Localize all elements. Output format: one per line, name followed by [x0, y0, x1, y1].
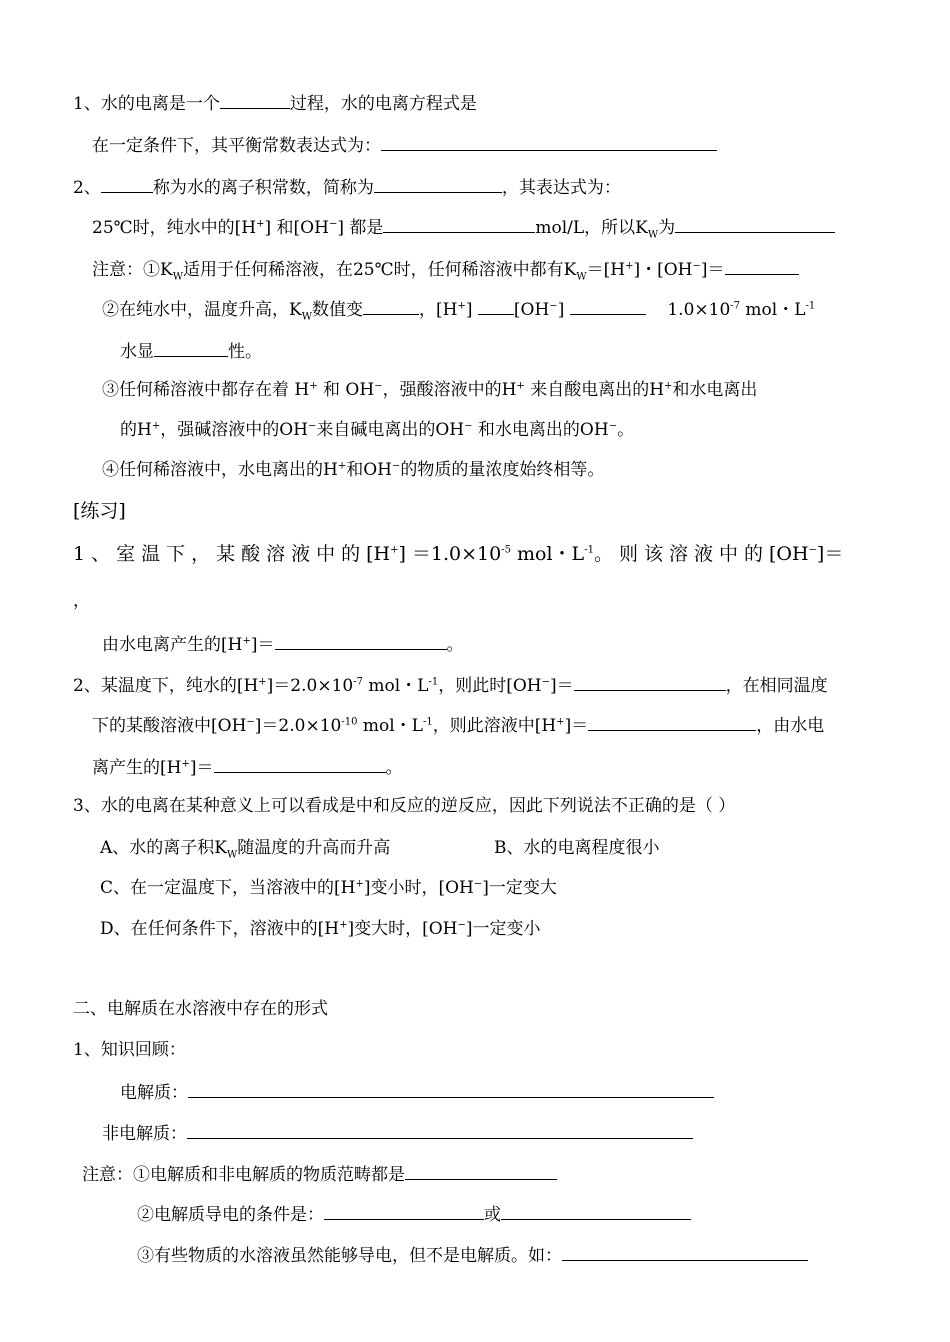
blank-field[interactable]	[383, 215, 535, 233]
subscript: W	[172, 271, 183, 283]
text: 电解质：	[120, 1083, 188, 1103]
question-1-line-2	[92, 133, 717, 157]
text: mol・L	[362, 676, 429, 696]
note-4	[102, 459, 604, 481]
blank-field[interactable]	[275, 632, 447, 650]
blank-field[interactable]	[675, 215, 835, 233]
exercise-3: 3、水的电离在某种意义上可以看成是中和反应的逆反应，因此下列说法不正确的是（ ）	[73, 796, 736, 816]
text: ]一定变小	[465, 919, 541, 939]
text: 或	[484, 1205, 501, 1225]
superscript: +	[355, 878, 364, 890]
text: 。	[446, 635, 464, 655]
superscript: −	[541, 676, 551, 688]
blank-field[interactable]	[574, 673, 726, 691]
exercise-1-comma: ，	[73, 591, 90, 611]
q1-text-b: 过程，水的电离方程式是	[289, 94, 477, 114]
superscript: -1	[805, 300, 816, 312]
superscript: −	[391, 460, 401, 472]
blank-field[interactable]	[570, 297, 646, 315]
text: 为	[658, 218, 676, 238]
text: 数值变	[311, 300, 363, 320]
superscript: -5	[501, 544, 511, 556]
text: ]	[465, 300, 473, 320]
blank-field[interactable]	[154, 339, 228, 357]
text: ]变小时，[OH	[363, 878, 474, 898]
superscript: +	[242, 635, 251, 647]
text: 和OH	[346, 460, 392, 480]
text: ，由水电	[756, 716, 825, 736]
exercise-2	[73, 673, 828, 697]
note-2	[102, 297, 815, 321]
blank-field[interactable]	[725, 257, 799, 275]
nonelectrolyte-line	[102, 1121, 693, 1145]
section-2-note-1	[82, 1162, 557, 1186]
blank-field[interactable]	[588, 713, 756, 731]
superscript: +	[625, 260, 634, 272]
superscript: −	[457, 919, 466, 931]
superscript: -1	[422, 716, 433, 728]
q2-text-a: 称为水的离子积常数，简称为	[152, 178, 374, 198]
superscript: −	[246, 716, 255, 728]
blank-field[interactable]	[101, 175, 153, 193]
blank-field[interactable]	[188, 1080, 714, 1098]
text: 。则该溶液中的	[593, 543, 769, 565]
superscript: −	[608, 420, 618, 432]
text: 注意：①K	[92, 260, 173, 280]
text: ]一定变大	[482, 878, 557, 898]
superscript: +	[151, 420, 161, 432]
superscript: -7	[353, 676, 363, 688]
blank-field[interactable]	[478, 297, 514, 315]
superscript: -1	[584, 544, 594, 556]
text: [H	[366, 543, 391, 565]
text: ]＝2.0×10	[254, 716, 342, 736]
text: 随温度的升高而升高	[237, 838, 391, 858]
superscript: +	[337, 460, 347, 472]
superscript: −	[374, 380, 383, 392]
superscript: +	[457, 300, 466, 312]
superscript: +	[664, 380, 673, 392]
blank-field[interactable]	[220, 91, 290, 109]
text: 25℃时，纯水中的[H	[92, 218, 257, 238]
text: 2、某温度下，纯水的[H	[73, 676, 259, 696]
text: ]变大时，[OH	[347, 919, 458, 939]
question-2	[73, 175, 621, 199]
text: ＝[H	[586, 260, 626, 280]
blank-field[interactable]	[324, 1202, 484, 1220]
text: ]＝	[250, 635, 275, 655]
text: ④任何稀溶液中，水电离出的H	[102, 460, 338, 480]
superscript: +	[258, 676, 267, 688]
superscript: −	[692, 260, 701, 272]
text: ，强酸溶液中的H	[382, 380, 517, 400]
exercise-2-line-3	[92, 755, 403, 779]
superscript: -10	[341, 716, 358, 728]
superscript: +	[556, 716, 565, 728]
text: ，强碱溶液中的OH	[160, 420, 308, 440]
text: ③有些物质的水溶液虽然能够导电，但不是电解质。如：	[137, 1246, 562, 1266]
exercise-heading: [练习]	[73, 500, 126, 522]
text: ]＝	[700, 260, 725, 280]
text: ]＝	[816, 543, 844, 565]
text: ]＝	[189, 758, 214, 778]
superscript: −	[307, 420, 317, 432]
exercise-1	[73, 543, 843, 565]
text: mol・L	[510, 543, 585, 565]
text: mol・L	[740, 300, 806, 320]
superscript: +	[309, 380, 318, 392]
blank-field[interactable]	[363, 297, 419, 315]
text: ②在纯水中，温度升高，K	[102, 300, 302, 320]
text: ，[H	[418, 300, 458, 320]
text: 由水电离产生的[H	[102, 635, 243, 655]
note-3-line-2	[120, 419, 634, 441]
text: 的H	[120, 420, 152, 440]
text: ]＝	[564, 716, 589, 736]
superscript: +	[516, 380, 525, 392]
section-2-note-3	[137, 1243, 808, 1267]
superscript: -1	[428, 676, 439, 688]
question-1	[73, 91, 477, 115]
note-2-line-2	[120, 339, 262, 363]
q2-text-b: ，其表达式为：	[501, 178, 621, 198]
text: 离产生的[H	[92, 758, 182, 778]
text: ]＝	[550, 676, 574, 696]
note-3	[102, 379, 757, 401]
text: ]＝2.0×10	[266, 676, 354, 696]
superscript: +	[339, 919, 348, 931]
text: 1、室温下，某酸溶液中的	[73, 543, 367, 565]
text: ] 都是	[337, 218, 384, 238]
superscript: −	[549, 300, 558, 312]
text: 水显	[120, 342, 154, 362]
blank-field[interactable]	[405, 1162, 557, 1180]
exercise-1-line-2	[102, 632, 464, 656]
text: ] 和[OH	[264, 218, 329, 238]
q1-text-a: 1、水的电离是一个	[73, 94, 220, 114]
superscript: −	[464, 420, 473, 432]
blank-field[interactable]	[214, 755, 386, 773]
text: 性。	[228, 342, 262, 362]
text: 适用于任何稀溶液，在25℃时，任何稀溶液中都有K	[182, 260, 577, 280]
text: D、在任何条件下，溶液中的[H	[100, 919, 340, 939]
superscript: −	[808, 544, 817, 556]
text: 来自酸电离出的H	[524, 380, 665, 400]
option-c[interactable]	[100, 877, 557, 899]
text: A、水的离子积K	[100, 838, 227, 858]
text: ]	[557, 300, 565, 320]
text: 。	[617, 420, 635, 440]
text: ③任何稀溶液中都存在着 H	[102, 380, 310, 400]
superscript: +	[256, 218, 265, 230]
text: mol/L，所以K	[535, 218, 648, 238]
text: [OH	[768, 543, 809, 565]
option-b[interactable]: B、水的电离程度很小	[494, 838, 660, 858]
text: 下的某酸溶液中[OH	[92, 716, 247, 736]
q2-number: 2、	[73, 178, 101, 198]
text: 非电解质：	[102, 1124, 187, 1144]
text: 1.0×10	[667, 300, 731, 320]
question-2-line-2	[92, 215, 835, 239]
blank-field[interactable]	[562, 1243, 808, 1261]
option-a[interactable]	[100, 837, 390, 859]
superscript: −	[328, 218, 338, 230]
text: 和 OH	[317, 380, 375, 400]
text: ] ＝1.0×10	[398, 543, 502, 565]
superscript: +	[181, 758, 190, 770]
text: 。	[385, 758, 403, 778]
subscript: W	[576, 271, 587, 283]
superscript: -7	[730, 300, 741, 312]
text: [OH	[513, 300, 550, 320]
text: C、在一定温度下，当溶液中的[H	[100, 878, 356, 898]
q1-equilibrium-text: 在一定条件下，其平衡常数表达式为：	[92, 136, 381, 156]
knowledge-review: 1、知识回顾：	[73, 1040, 186, 1060]
text: 和水电离出的OH	[472, 420, 609, 440]
subscript: W	[226, 849, 238, 861]
section-2-heading: 二、电解质在水溶液中存在的形式	[73, 999, 328, 1019]
subscript: W	[301, 311, 312, 323]
blank-field[interactable]	[501, 1202, 691, 1220]
subscript: W	[647, 229, 659, 241]
superscript: −	[473, 878, 483, 890]
text: ，在相同温度	[725, 676, 828, 696]
text: 来自碱电离出的OH	[316, 420, 465, 440]
option-d[interactable]	[100, 918, 541, 940]
text: ②电解质导电的条件是：	[137, 1205, 324, 1225]
blank-field[interactable]	[381, 133, 717, 151]
superscript: +	[390, 544, 399, 556]
text: 和水电离出	[672, 380, 758, 400]
blank-field[interactable]	[374, 175, 502, 193]
text: 注意：①电解质和非电解质的物质范畴都是	[82, 1165, 405, 1185]
text: ，则此时[OH	[438, 676, 542, 696]
electrolyte-line	[120, 1080, 714, 1104]
section-2-note-2	[137, 1202, 691, 1226]
text: mol・L	[357, 716, 423, 736]
exercise-2-line-2	[92, 713, 824, 737]
text: ]・[OH	[633, 260, 693, 280]
text: ，则此溶液中[H	[432, 716, 557, 736]
text: 的物质的量浓度始终相等。	[400, 460, 605, 480]
blank-field[interactable]	[187, 1121, 693, 1139]
note-1	[92, 257, 799, 281]
